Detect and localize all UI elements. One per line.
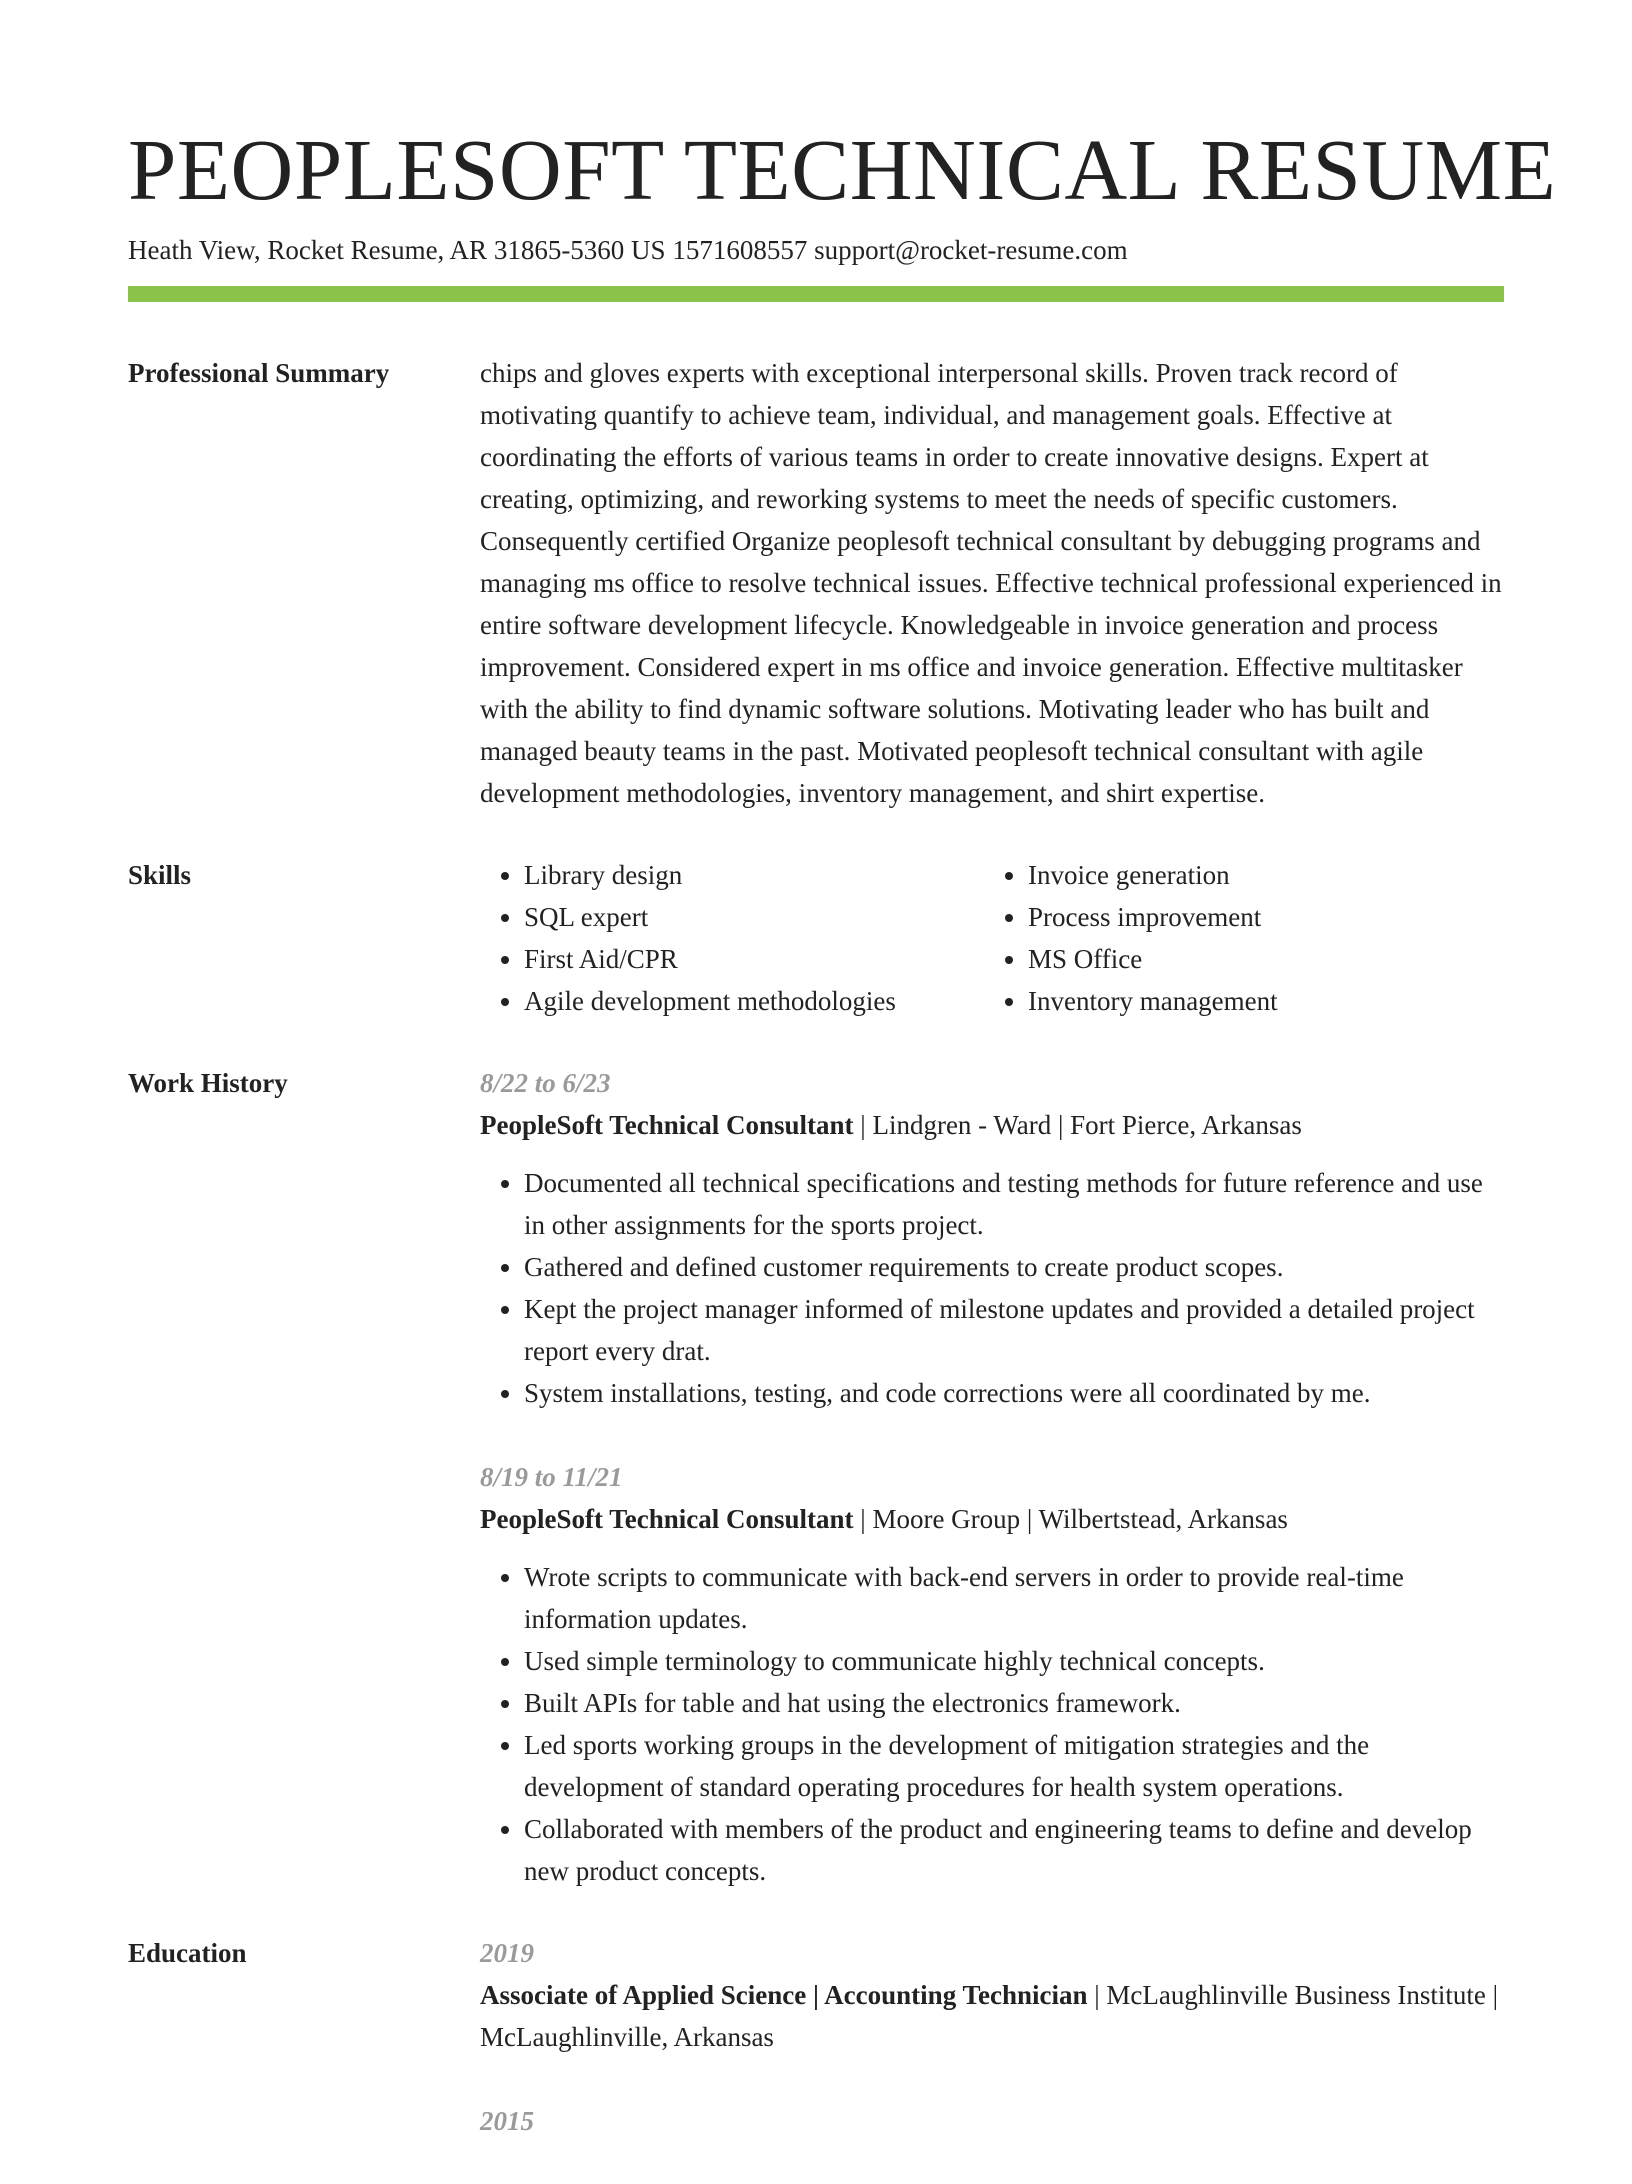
- skills-list: [480, 854, 1504, 1022]
- job-entry: [480, 1456, 1504, 1892]
- job-bullet: • Built APIs for table and hat using the electronics framework.: [524, 1682, 1504, 1724]
- skill-item: • SQL expert: [524, 896, 984, 938]
- skills-column-1: [480, 854, 984, 1022]
- work-history-heading: Work History: [128, 1068, 288, 1098]
- contact-line: Heath View, Rocket Resume, AR 31865-5360 US 1571608557 support@rocket-resume.com: [128, 235, 1128, 265]
- education-section: [128, 1932, 1504, 2184]
- education-degree: Associate of Applied Science | Accounting Technician: [480, 1980, 1088, 2010]
- resume-title: PEOPLESOFT TECHNICAL RESUME: [128, 121, 1557, 218]
- education-entry: [480, 2100, 1504, 2142]
- skills-heading: Skills: [128, 860, 192, 890]
- job-bullet: • System installations, testing, and code corrections were all coordinated by me.: [524, 1372, 1504, 1414]
- education-year: 2015: [480, 2106, 534, 2136]
- skill-item: • MS Office: [1028, 938, 1488, 980]
- education-school: | McLaughlinville Business Institute | McLaughlinville, Arkansas: [480, 1980, 1499, 2052]
- skill-item: • Invoice generation: [1028, 854, 1488, 896]
- job-role: PeopleSoft Technical Consultant: [480, 1504, 854, 1534]
- skill-item: • Library design: [524, 854, 984, 896]
- summary-heading: Professional Summary: [128, 358, 390, 388]
- summary-section: [128, 352, 1504, 814]
- education-entry: [480, 1932, 1504, 2058]
- job-bullet: • Used simple terminology to communicate highly technical concepts.: [524, 1640, 1504, 1682]
- skills-column-2: [984, 854, 1488, 1022]
- job-dates: 8/22 to 6/23: [480, 1068, 611, 1098]
- work-history-section: [128, 1062, 1504, 1892]
- job-bullet: • Wrote scripts to communicate with back-end servers in order to provide real-time information updates.: [524, 1556, 1504, 1640]
- skill-item: • Agile development methodologies: [524, 980, 984, 1022]
- resume-page: [128, 120, 1557, 2184]
- job-bullets: [480, 1556, 1504, 1892]
- job-role: PeopleSoft Technical Consultant: [480, 1110, 854, 1140]
- skill-item: • First Aid/CPR: [524, 938, 984, 980]
- summary-text: chips and gloves experts with exceptional interpersonal skills. Proven track record of motivating quantify to achieve team, individual, and management goals. Effective at coordinating the efforts of various teams in order to create innovative designs. Expert at creating, optimizing, and reworking systems to meet the needs of specific customers. Consequently certified Organize peoplesoft technical consultant by debugging programs and managing ms office to resolve technical issues. Effective technical professional experienced in entire software development lifecycle. Knowledgeable in invoice generation and process improvement. Considered expert in ms office and invoice generation. Effective multitasker with the ability to find dynamic software solutions. Motivating leader who has built and managed beauty teams in the past. Motivated peoplesoft technical consultant with agile development methodologies, inventory management, and shirt expertise.: [480, 358, 1502, 808]
- job-entry: [480, 1062, 1504, 1414]
- skill-item: • Inventory management: [1028, 980, 1488, 1022]
- job-company: | Moore Group | Wilbertstead, Arkansas: [853, 1504, 1288, 1534]
- job-bullet: • Collaborated with members of the product and engineering teams to define and develop new product concepts.: [524, 1808, 1504, 1892]
- job-bullet: • Documented all technical specifications and testing methods for future reference and use in other assignments for the sports project.: [524, 1162, 1504, 1246]
- education-detail-line: [480, 1974, 1504, 2058]
- education-year: 2019: [480, 1938, 534, 1968]
- job-bullets: [480, 1162, 1504, 1414]
- job-title-line: [480, 1498, 1504, 1540]
- job-bullet: • Kept the project manager informed of milestone updates and provided a detailed project report every drat.: [524, 1288, 1504, 1372]
- job-company: | Lindgren - Ward | Fort Pierce, Arkansas: [853, 1110, 1302, 1140]
- job-dates: 8/19 to 11/21: [480, 1462, 623, 1492]
- job-bullet: • Gathered and defined customer requirements to create product scopes.: [524, 1246, 1504, 1288]
- job-title-line: [480, 1104, 1504, 1146]
- job-bullet: • Led sports working groups in the development of mitigation strategies and the development of standard operating procedures for health system operations.: [524, 1724, 1504, 1808]
- skills-section: [128, 854, 1504, 1022]
- header-divider: [128, 286, 1504, 302]
- education-heading: Education: [128, 1938, 247, 1968]
- skill-item: • Process improvement: [1028, 896, 1488, 938]
